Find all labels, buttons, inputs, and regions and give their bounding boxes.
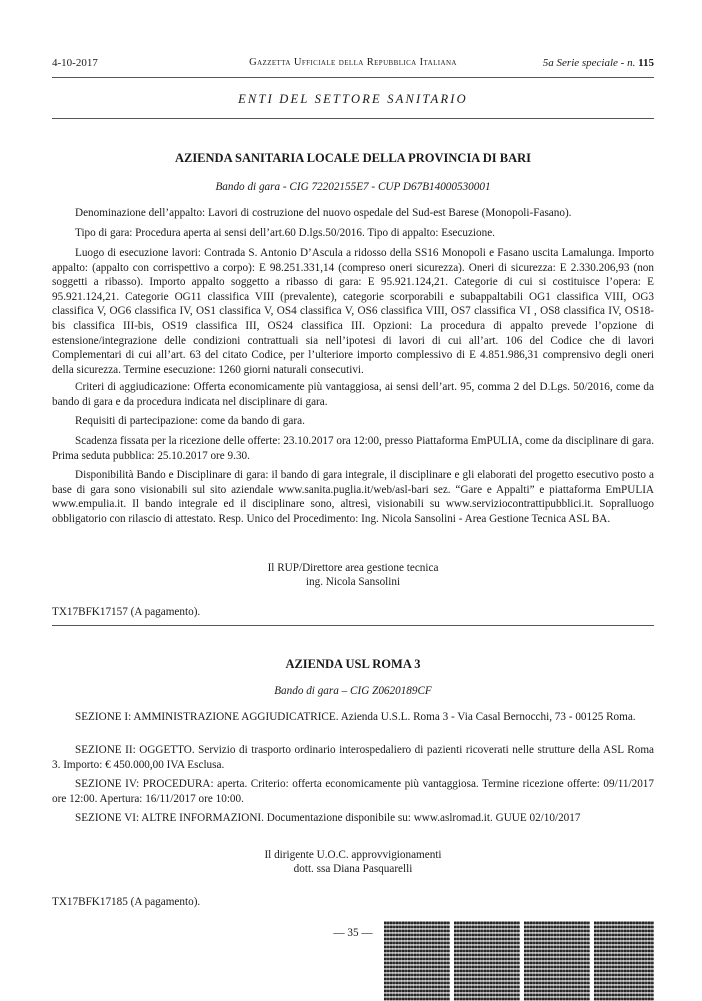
notice2-paragraph: SEZIONE II: OGGETTO. Servizio di trasporto ordinario interospedaliero di pazienti ricoverati nelle strutture della ASL Roma 3. Importo: € 450.000,00 IVA Esclusa. [52, 744, 654, 771]
notice1-title: AZIENDA SANITARIA LOCALE DELLA PROVINCIA DI BARI [174, 151, 532, 165]
notice1-signature [52, 561, 654, 589]
issue-date: 4-10-2017 [52, 57, 98, 69]
signature-name: dott. ssa Diana Pasquarelli [293, 863, 413, 875]
qr-code-image [594, 921, 654, 1001]
signature-role: Il dirigente U.O.C. approvvigionamenti [264, 849, 442, 861]
section-rule [52, 118, 654, 119]
page-number: — 35 — [333, 927, 373, 939]
notice1-paragraph: Luogo di esecuzione lavori: Contrada S. Antonio D’Ascula a ridosso della SS16 Monopoli e Fasano uscita Lamalunga. Importo appalto: (appalto con corrispettivo a corpo): E 98.251.331,14 (compreso oneri sicurezza). Oneri di sicurezza: E 2.330.206,93 (non soggetti a ribasso). Importo appalto soggetto a ribasso di gara: E 95.921.124,21. Categorie di cui si costituisce l’opera: E 95.921.124,21. Categorie OG11 classifica VIII (prevalente), categorie scorporabili e subappaltabili OG1 classifica VIII, OG3 classifica V, OG6 classifica IV, OS1 classifica V, OS4 classifica V, OS6 classifica VIII, OS7 classifica VI , OS8 classifica IV, OS18-bis classifica III-bis, OS19 classifica III, OS24 classifica III. Opzioni: La procedura di appalto prevede l’opzione di estensione/integrazione delle condizioni contrattuali sia nell’ipotesi di lavori di cui all’art. 106 del Codice che di lavori Complementari di cui all’art. 63 del citato Codice, per l’ulteriore importo complessivo di E 4.851.986,31 comprensivo degli oneri della sicurezza. Termine esecuzione: 1260 giorni naturali consecutivi. [52, 247, 654, 376]
notice2-paragraph: SEZIONE VI: ALTRE INFORMAZIONI. Documentazione disponibile su: www.aslromad.it. GUUE 02/10/2017 [75, 812, 581, 824]
notice-divider [52, 625, 654, 626]
notice2-signature [52, 848, 654, 876]
running-header [52, 57, 654, 73]
notice1-paragraph: Tipo di gara: Procedura aperta ai sensi dell’art.60 D.lgs.50/2016. Tipo di appalto: Esecuzione. [75, 227, 495, 239]
notice2-subtitle: Bando di gara – CIG Z0620189CF [274, 685, 432, 697]
notice1-paragraph: Criteri di aggiudicazione: Offerta economicamente più vantaggiosa, ai sensi dell’art. 95, comma 2 del D.Lgs. 50/2016, come da bando di gara e da procedura indicata nel disciplinare di gara. [52, 381, 654, 408]
notice2-paragraph: SEZIONE IV: PROCEDURA: aperta. Criterio: offerta economicamente più vantaggiosa. Termine ricezione offerte: 09/11/2017 ore 12:00. Apertura: 16/11/2017 ore 10:00. [52, 778, 654, 805]
qr-code-image [524, 921, 590, 1001]
notice1-code: TX17BFK17157 (A pagamento). [52, 606, 201, 618]
qr-code-image [454, 921, 520, 1001]
section-title: ENTI DEL SETTORE SANITARIO [238, 92, 468, 106]
signature-name: ing. Nicola Sansolini [305, 576, 401, 588]
series-number: 5a Serie speciale - n. 115 [542, 57, 654, 69]
notice2-code: TX17BFK17185 (A pagamento). [52, 896, 201, 908]
header-rule [52, 77, 654, 78]
qr-code-image [384, 921, 450, 1001]
signature-role: Il RUP/Direttore area gestione tecnica [267, 562, 439, 574]
notice1-paragraph: Scadenza fissata per la ricezione delle offerte: 23.10.2017 ora 12:00, presso Piattaforma EmPULIA, come da disciplinare di gara. Prima seduta pubblica: 25.10.2017 ore 9.30. [52, 435, 654, 462]
notice2-paragraph: SEZIONE I: AMMINISTRAZIONE AGGIUDICATRICE. Azienda U.S.L. Roma 3 - Via Casal Bernocchi, 73 - 00125 Roma. [75, 711, 636, 723]
notice1-subtitle: Bando di gara - CIG 72202155E7 - CUP D67B14000530001 [215, 181, 491, 193]
notice1-paragraph: Disponibilità Bando e Disciplinare di gara: il bando di gara integrale, il disciplinare e gli elaborati del progetto esecutivo posto a base di gara sono visionabili sul sito aziendale www.sanita.puglia.it/web/asl-bari sez. “Gare e Appalti” e piattaforma EmPULIA www.empulia.it. Il bando integrale ed il disciplinare sono, altresì, visionabili su www.serviziocontrattipubblici.it. Sopralluogo obbligatorio con rilascio di attestato. Resp. Unico del Procedimento: Ing. Nicola Sansolini - Area Gestione Tecnica ASL BA. [52, 469, 654, 525]
publication-name: Gazzetta Ufficiale della Repubblica Italiana [249, 57, 457, 68]
notice1-paragraph: Denominazione dell’appalto: Lavori di costruzione del nuovo ospedale del Sud-est Barese (Monopoli-Fasano). [75, 207, 572, 219]
notice2-title: AZIENDA USL ROMA 3 [285, 657, 421, 671]
notice1-paragraph: Requisiti di partecipazione: come da bando di gara. [75, 415, 305, 427]
